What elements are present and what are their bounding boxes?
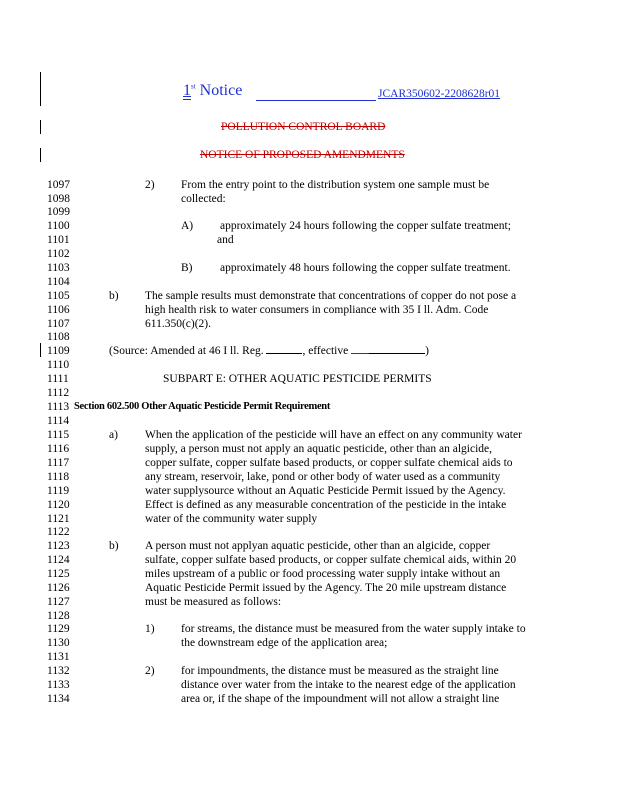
line-number: 1126 (47, 582, 70, 594)
para-a-label: a) (109, 429, 118, 441)
sub-2-text: for impoundments, the distance must be measured as the straight line (181, 665, 499, 677)
date-blank-2 (369, 353, 425, 354)
item-A-text: approximately 24 hours following the copper sulfate treatment; (220, 220, 511, 232)
line-number: 1132 (47, 665, 70, 677)
ref-id: JCAR350602-2208628r01 (378, 88, 501, 100)
line-number: 1130 (47, 637, 70, 649)
item-2-label: 2) (145, 179, 155, 191)
line-number: 1128 (47, 610, 70, 622)
line-number: 1102 (47, 248, 70, 260)
notice-heading (183, 82, 242, 100)
line-number: 1105 (47, 290, 70, 302)
line-number: 1114 (47, 415, 70, 427)
line-number: 1103 (47, 262, 70, 274)
para-a-text: water of the community water supply (145, 513, 318, 525)
revision-bar (40, 148, 41, 162)
line-number: 1108 (47, 331, 70, 343)
para-a-text: supply, a person must not apply an aquatic pesticide, other than an algicide, (145, 443, 493, 455)
line-number: 1127 (47, 596, 70, 608)
line-number: 1107 (47, 318, 70, 330)
source-effective: , effective (302, 345, 352, 357)
revision-bar (40, 343, 41, 357)
notice-word: Notice (199, 82, 243, 99)
line-number: 1120 (47, 499, 70, 511)
line-number: 1129 (47, 623, 70, 635)
item-B-label: B) (181, 262, 193, 274)
sub-1-text: the downstream edge of the application area; (181, 637, 388, 649)
para-a-text: any stream, reservoir, lake, pond or other body of water used as a community (145, 471, 501, 483)
item-b-label: b) (109, 290, 119, 302)
line-number: 1133 (47, 679, 70, 691)
sub-2-text: area or, if the shape of the impoundment will not allow a straight line (181, 693, 500, 705)
line-number: 1100 (47, 220, 70, 232)
para-b-text: must be measured as follows: (145, 596, 282, 608)
line-number: 1122 (47, 526, 70, 538)
source-note (109, 344, 429, 358)
line-number: 1118 (47, 471, 70, 483)
item-2-text: collected: (181, 193, 226, 205)
para-a-text: When the application of the pesticide will have an effect on any community water (145, 429, 522, 441)
para-a-text: copper sulfate, copper sulfate based products, or copper sulfate chemical aids to (145, 457, 513, 469)
para-a-text: Effect is defined as any measurable concentration of the pesticide in the intake (145, 499, 507, 511)
line-number: 1099 (47, 206, 70, 218)
item-A-text: and (217, 234, 234, 246)
sub-2-text: distance over water from the intake to the nearest edge of the application (181, 679, 516, 691)
line-number: 1119 (47, 485, 70, 497)
para-b-text: A person must not applyan aquatic pesticide, other than an algicide, copper (145, 540, 491, 552)
para-b-label: b) (109, 540, 119, 552)
line-number: 1111 (47, 373, 69, 385)
para-a-text: water supplysource without an Aquatic Pesticide Permit issued by the Agency. (145, 485, 506, 497)
reg-blank (266, 353, 302, 354)
item-b-text: 611.350(c)(2). (145, 318, 211, 330)
item-b-text: The sample results must demonstrate that concentrations of copper do not pose a (145, 290, 517, 302)
line-number: 1124 (47, 554, 70, 566)
sub-1-label: 1) (145, 623, 155, 635)
line-number: 1117 (47, 457, 70, 469)
line-number: 1125 (47, 568, 70, 580)
line-number: 1106 (47, 304, 70, 316)
line-number: 1110 (47, 359, 70, 371)
source-close: ) (425, 345, 429, 357)
notice-sup: st (191, 82, 196, 91)
notice-number: 1 (183, 82, 191, 99)
line-number: 1134 (47, 693, 70, 705)
notice-underline (256, 100, 376, 101)
line-number: 1123 (47, 540, 70, 552)
line-number: 1131 (47, 651, 70, 663)
date-blank (351, 353, 369, 354)
line-number: 1098 (47, 193, 70, 205)
para-b-text: Aquatic Pesticide Permit issued by the Agency. The 20 mile upstream distance (145, 582, 507, 594)
item-b-text: high health risk to water consumers in compliance with 35 I ll. Adm. Code (145, 304, 489, 316)
item-2-text: From the entry point to the distribution system one sample must be (181, 179, 490, 191)
line-number: 1112 (47, 387, 70, 399)
sub-1-text: for streams, the distance must be measured from the water supply intake to (181, 623, 526, 635)
revision-bar (40, 72, 41, 106)
subpart-heading: SUBPART E: OTHER AQUATIC PESTICIDE PERMITS (163, 373, 432, 385)
section-heading: Section 602.500 Other Aquatic Pesticide Permit Requirement (74, 401, 331, 412)
line-number: 1121 (47, 513, 70, 525)
line-number: 1097 (47, 179, 70, 191)
line-number: 1116 (47, 443, 70, 455)
sub-2-label: 2) (145, 665, 155, 677)
line-number: 1109 (47, 345, 70, 357)
item-B-text: approximately 48 hours following the copper sulfate treatment. (220, 262, 511, 274)
source-prefix: (Source: Amended at 46 I ll. Reg. (109, 345, 267, 357)
line-number: 1104 (47, 276, 70, 288)
revision-bar (40, 120, 41, 134)
para-b-text: miles upstream of a public or food processing water supply intake without an (145, 568, 501, 580)
board-name: POLLUTION CONTROL BOARD (221, 121, 386, 133)
notice-title: NOTICE OF PROPOSED AMENDMENTS (200, 149, 405, 161)
line-number: 1101 (47, 234, 70, 246)
item-A-label: A) (181, 220, 194, 232)
line-number: 1115 (47, 429, 70, 441)
line-number: 1113 (47, 401, 70, 413)
para-b-text: sulfate, copper sulfate based products, or copper sulfate chemical aids, within 20 (145, 554, 517, 566)
